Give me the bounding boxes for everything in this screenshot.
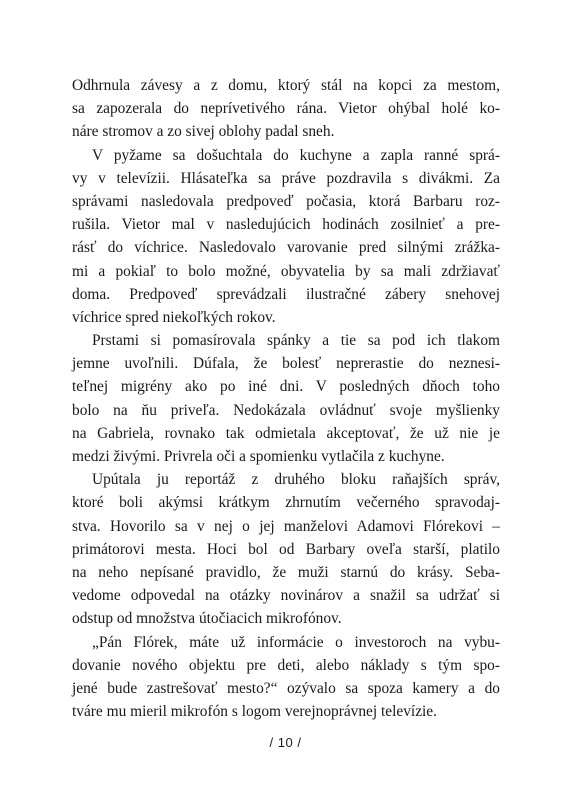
text-line: správami nasledovala predpoveď počasia, ktorá Barbaru roz- [72,192,500,210]
body-text [72,74,500,723]
paragraph [72,329,500,468]
page-number: / 10 / [269,735,302,750]
paragraph [72,74,500,144]
text-line: sa zapozerala do neprívetivého rána. Vietor ohýbal holé ko- [72,100,500,118]
text-line: „Pán Flórek, máte už informácie o investoroch na vybu- [92,633,500,651]
text-line: V pyžame sa došuchtala do kuchyne a zapla ranné sprá- [92,146,500,164]
text-line: Prstami si pomasírovala spánky a tie sa pod ich tlakom [92,332,500,350]
text-line: rásť do víchrice. Nasledovalo varovanie pred silnými zrážka- [72,239,500,257]
text-line: odstup od množstva útočiacich mikrofónov. [72,610,342,628]
text-line: ktoré boli akýmsi krátkym zhrnutím večerného spravodaj- [72,494,500,512]
text-line: vedome odpovedal na otázky novinárov a snažil sa udržať si [72,587,500,605]
text-line: Upútala ju reportáž z druhého bloku raňajších správ, [92,471,500,489]
text-line: na neho nepísané pravidlo, že muži starnú do krásy. Seba- [72,563,500,581]
text-line: jené bude zastrešovať mesto?“ ozývalo sa spoza kamery a do [72,679,500,697]
text-line: stva. Hovorilo sa v nej o jej manželovi Adamovi Flórekovi – [72,517,500,535]
text-line: mi a pokiaľ to bolo možné, obyvatelia by sa mali zdržiavať [72,262,500,280]
text-line: tváre mu mieril mikrofón s logom verejnoprávnej televízie. [72,703,437,721]
text-line: rušila. Vietor mal v nasledujúcich hodinách zosilnieť a pre- [72,216,500,234]
text-line: náre stromov a zo sivej oblohy padal sneh. [72,123,335,141]
paragraph [72,144,500,330]
text-line: jemne uvoľnili. Dúfala, že bolesť neprerastie do neznesi- [72,355,500,373]
text-line: medzi živými. Privrela oči a spomienku vytlačila z kuchyne. [72,448,445,465]
text-line: primátorovi mesta. Hoci bol od Barbary oveľa starší, platilo [72,540,500,558]
text-line: vy v televízii. Hlásateľka sa práve pozdravila s divákmi. Za [72,169,500,187]
text-line: bolo na ňu priveľa. Nedokázala ovládnuť svoje myšlienky [72,401,500,419]
text-line: Odhrnula závesy a z domu, ktorý stál na kopci za mestom, [72,77,500,94]
text-line: víchrice spred niekoľkých rokov. [72,308,276,326]
text-line: na Gabriela, rovnako tak odmietala akceptovať, že už nie je [72,424,500,442]
text-line: doma. Predpoveď sprevádzali ilustračné zábery snehovej [72,285,500,303]
text-line: dovanie nového objektu pre deti, alebo náklady s tým spo- [72,656,500,674]
paragraph [72,468,500,630]
text-line: teľnej migrény ako po iné dni. V posledných dňoch toho [72,378,500,396]
paragraph [72,631,500,724]
